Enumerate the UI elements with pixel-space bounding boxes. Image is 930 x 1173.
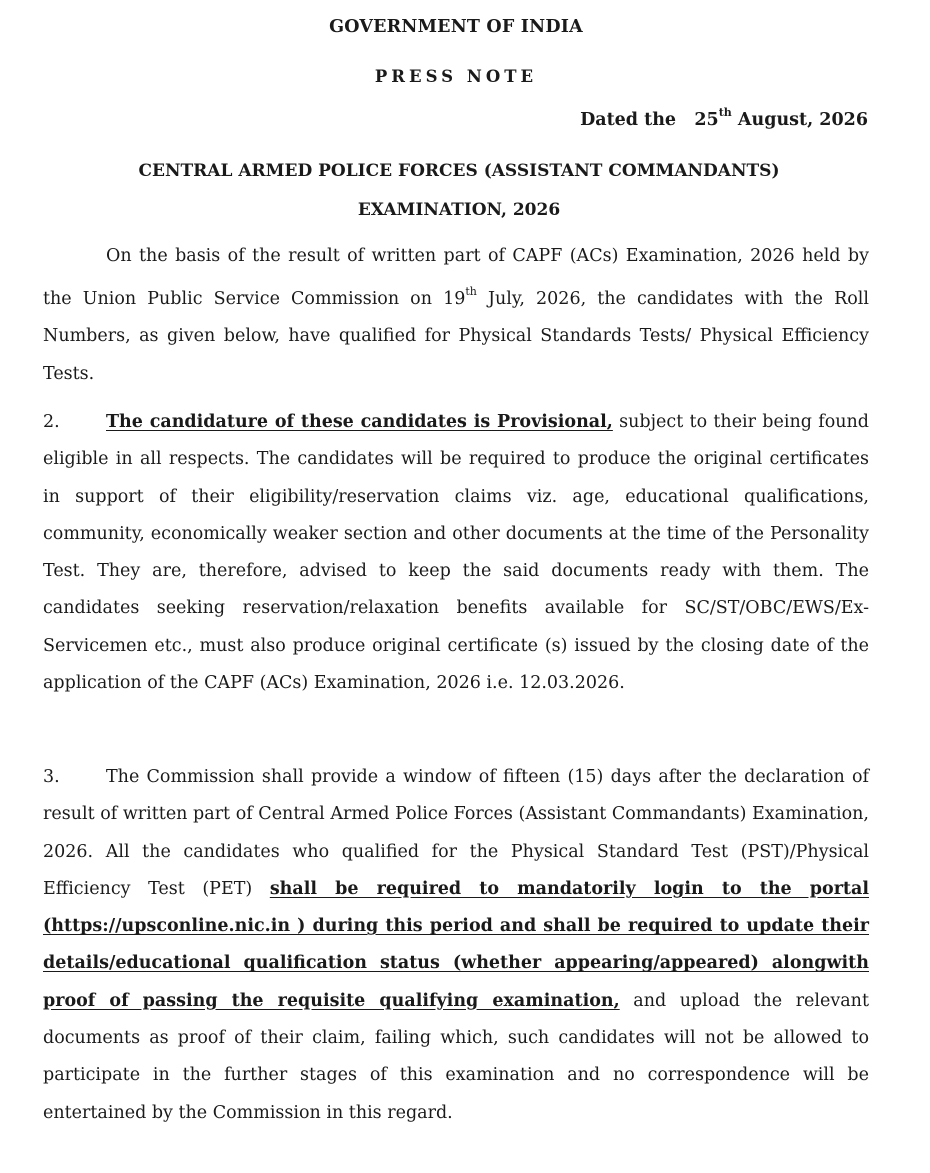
paragraph-3-emphasis: shall be required to mandatorily login to the portal (https://upsconline.nic.in ) during this period and shall be required to update their details/educational qualification status (whether appearing/appeared) alongwith proof of passing the requisite qualifying examination, [43,878,869,1011]
exam-title-line2: EXAMINATION, 2026 [357,200,561,220]
paragraph-1-sup: th [465,285,477,299]
dated-prefix: Dated the [580,109,677,130]
paragraph-3-text-b: and upload the relevant documents as proof of their claim, failing which, such candidates will not be allowed to participate in the further stages of this examination and no correspondence will be entertained by the Commission in this regard. [43,990,869,1123]
paragraph-3-number: 3. [43,767,60,787]
government-heading: GOVERNMENT OF INDIA [329,17,583,37]
paragraph-2-number: 2. [43,412,60,432]
paragraph-2-text: subject to their being found eligible in all respects. The candidates will be required to produce the original certificates in support of their eligibility/reservation claims viz. age, educational qualifications, community, economically weaker section and other documents at the time of the Personality Test. They are, therefore, advised to keep the said documents ready with them. The candidates seeking reservation/relaxation benefits available for SC/ST/OBC/EWS/Ex-Servicemen etc., must also produce original certificate (s) issued by the closing date of the application of the CAPF (ACs) Examination, 2026 i.e. 12.03.2026. [43,412,869,694]
date-rest: August, 2026 [737,109,868,130]
date-day: 25 [694,109,719,130]
exam-title-line1: CENTRAL ARMED POLICE FORCES (ASSISTANT COMMANDANTS) [138,161,780,181]
paragraph-1-text-b: July, 2026, the candidates with the Roll Numbers, as given below, have qualified for Physical Standards Tests/ Physical Efficiency Tests. [43,289,869,384]
date-suffix: th [718,106,732,119]
paragraph-1 [43,238,869,393]
paragraph-2-emphasis: The candidature of these candidates is Provisional, [106,412,613,432]
paragraph-3-text-a: The Commission shall provide a window of fifteen (15) days after the declaration of result of written part of Central Armed Police Forces (Assistant Commandants) Examination, 2026. All the candidates who qualified for the Physical Standard Test (PST)/Physical Efficiency Test (PET) [43,767,869,899]
paragraph-2 [43,404,869,702]
date-line [580,108,868,130]
exam-title [0,152,918,230]
press-note-heading: PRESS NOTE [374,67,538,86]
paragraph-1-text-a: On the basis of the result of written part of CAPF (ACs) Examination, 2026 held by the Union Public Service Commission on 19 [43,246,869,310]
paragraph-3 [43,759,869,1132]
